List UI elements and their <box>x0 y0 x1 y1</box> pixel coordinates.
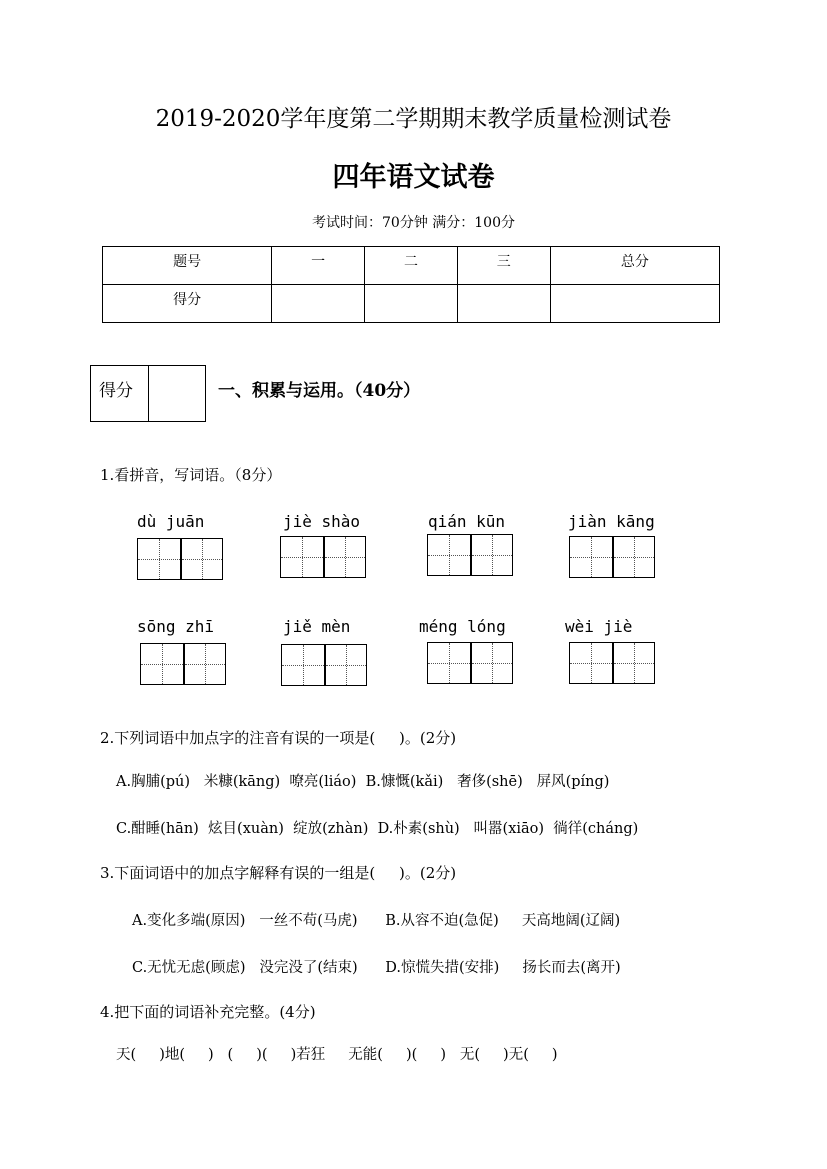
question-4-prompt: 4.把下面的词语补充完整。(4分) <box>100 1003 316 1021</box>
score-input-cell[interactable] <box>365 285 458 323</box>
writing-grid[interactable] <box>569 536 655 578</box>
pinyin-label: méng lóng <box>419 617 506 636</box>
exam-info: 考试时间：70分钟 满分：100分 <box>312 215 515 231</box>
score-table-header-row <box>103 247 720 285</box>
question-2-prompt: 2.下列词语中加点字的注音有误的一项是( )。(2分) <box>100 729 457 747</box>
question-2-option-a-b: A.胸脯(pú) 米糠(kāng) 嘹亮(liáo) B.慷慨(kǎi) 奢侈(shē) 屏风(píng) <box>116 774 610 790</box>
grid-cell[interactable] <box>323 537 365 577</box>
writing-grid[interactable] <box>427 534 513 576</box>
writing-grid[interactable] <box>140 643 226 685</box>
question-3-option-c-d: C.无忧无虑(顾虑) 没完没了(结束) D.惊慌失措(安排) 扬长而去(离开) <box>132 960 621 976</box>
pinyin-label: jiě mèn <box>283 617 351 636</box>
score-input-cell[interactable] <box>272 285 365 323</box>
score-input-cell[interactable] <box>457 285 550 323</box>
grid-cell[interactable] <box>570 537 612 577</box>
question-2-option-c-d: C.酣睡(hān) 炫目(xuàn) 绽放(zhàn) D.朴素(shù) 叫嚣(xiāo) 徜徉(cháng) <box>116 821 639 837</box>
question-1-prompt: 1.看拼音，写词语。（8分） <box>100 466 282 484</box>
score-table <box>102 246 720 323</box>
writing-grid[interactable] <box>281 644 367 686</box>
score-row-label: 得分 <box>103 285 272 323</box>
grid-cell[interactable] <box>612 643 654 683</box>
exam-subtitle: 四年语文试卷 <box>332 162 495 193</box>
pinyin-label: qián kūn <box>428 512 506 531</box>
grid-cell[interactable] <box>141 644 183 684</box>
score-input-cell[interactable] <box>550 285 719 323</box>
grid-cell[interactable] <box>570 643 612 683</box>
pinyin-label: jiàn kāng <box>568 512 655 531</box>
score-header-cell: 总分 <box>550 247 719 285</box>
grid-cell[interactable] <box>324 645 366 685</box>
section-score-input[interactable] <box>149 366 205 421</box>
grid-cell[interactable] <box>428 643 470 683</box>
grid-cell[interactable] <box>180 539 222 579</box>
writing-grid[interactable] <box>137 538 223 580</box>
score-table-score-row <box>103 285 720 323</box>
question-4-fill-line: 天( )地( ) ( )( )若狂 无能( )( ) 无( )无( ) <box>116 1047 558 1063</box>
grid-cell[interactable] <box>470 643 512 683</box>
pinyin-label: dù juān <box>137 512 205 531</box>
pinyin-label: jiè shào <box>283 512 361 531</box>
section-heading: 一、积累与运用。（40分） <box>218 381 421 401</box>
grid-cell[interactable] <box>428 535 470 575</box>
writing-grid[interactable] <box>569 642 655 684</box>
grid-cell[interactable] <box>138 539 180 579</box>
grid-cell[interactable] <box>470 535 512 575</box>
section-score-box <box>90 365 206 422</box>
exam-title: 2019-2020学年度第二学期期末教学质量检测试卷 <box>155 106 672 132</box>
score-header-cell: 题号 <box>103 247 272 285</box>
grid-cell[interactable] <box>612 537 654 577</box>
score-header-cell: 二 <box>365 247 458 285</box>
writing-grid[interactable] <box>427 642 513 684</box>
pinyin-label: sōng zhī <box>137 617 215 636</box>
score-header-cell: 一 <box>272 247 365 285</box>
grid-cell[interactable] <box>281 537 323 577</box>
grid-cell[interactable] <box>282 645 324 685</box>
section-score-label: 得分 <box>91 366 149 421</box>
score-header-cell: 三 <box>457 247 550 285</box>
question-3-option-a-b: A.变化多端(原因) 一丝不苟(马虎) B.从容不迫(急促) 天高地阔(辽阔) <box>132 913 621 929</box>
grid-cell[interactable] <box>183 644 225 684</box>
pinyin-label: wèi jiè <box>565 617 633 636</box>
question-3-prompt: 3.下面词语中的加点字解释有误的一组是( )。(2分) <box>100 864 457 882</box>
writing-grid[interactable] <box>280 536 366 578</box>
